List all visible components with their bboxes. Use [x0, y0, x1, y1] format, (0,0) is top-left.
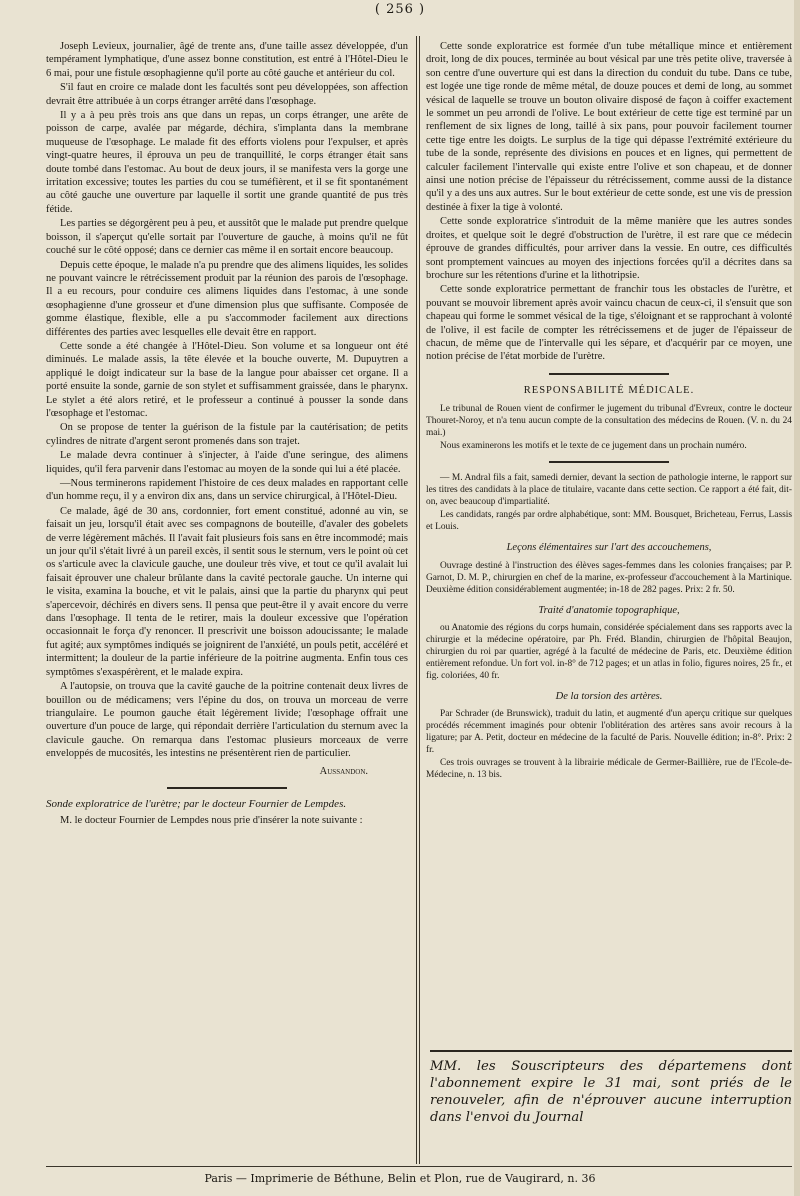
paragraph: On se propose de tenter la guérison de la fistule par la cautérisation; de petits cylindres de nitrate d'argent seront promenés dans son trajet.: [46, 422, 408, 447]
book-description: ou Anatomie des régions du corps humain, considérée spécialement dans ses rapports avec la chirurgie et la médecine opératoire, par Ph. Fréd. Blandin, chirurgien de l'hôpital Beaujon, chirurgien du roi par quartier, agrégé à la faculté de médecine de Paris, etc. Deuxième édition entièrement refondue. Un fort vol. in-8° de 712 pages; et un atlas in folio, figures noires, 25 fr., et fig. coloriées, 40 fr.: [426, 622, 792, 681]
subscriber-notice: MM. les Souscripteurs des départemens dont l'abonnement expire le 31 mai, sont priés de le renouveler, afin de n'éprouver aucune interruption dans l'envoi du Journal: [430, 1050, 792, 1126]
news-item: Nous examinerons les motifs et le texte de ce jugement dans un prochain numéro.: [440, 441, 747, 452]
paragraph: Cette sonde exploratrice est formée d'un tube métallique mince et entièrement droit, long de dix pouces, terminée au bout vésical par une très petite olive, traversée à son centre d'une ouverture qui est dans la direction du conduit du tube. Dans ce tube, est logée une tige ronde de même métal, de douze pouces et demi de long, au sommet vésical de laquelle se trouve un bouton olivaire disposé de façon à coiffer exactement le sommet un peu arrondi de l'olive. Le bout extérieur de cette tige est terminé par un renflement de six lignes de long, taillé à six pans, pour pouvoir facilement tourner cette tige entre les doigts. Le surplus de la tige qui dépasse l'extrémité extérieure du tube de la sonde, représente des divisions en pouces et en lignes, qui permettent de calculer facilement l'intervalle qui existe entre l'olive et son chapeau, et de donner ainsi une notion précise de l'épaisseur du rétrécissement, comme aussi de la distance qu'il y a des uns aux autres. Sur le bout extérieur de cette sonde, est une vis de pression destinée à fixer la tige à volonté.: [426, 41, 792, 213]
paragraph: Cette sonde exploratrice s'introduit de la même manière que les autres sondes droites, et quelque soit le degré d'obstruction de l'urètre, il est rare que ce médecin éprouve de grandes difficultés, pour arriver dans la vessie. En outre, ces difficultés sont promptement vaincues au moyen des injections forcées qu'il a décrites dans sa brochure sur les rétentions d'urine et la lithotripsie.: [426, 216, 792, 281]
paragraph: Cette sonde exploratrice permettant de franchir tous les obstacles de l'urètre, et pouvant se mouvoir librement après avoir vaincu chacun de ceux-ci, il s'ensuit que son chapeau qui forme le sommet vésical de la tige, s'éloignant et se rapprochant à volonté de l'olive, il est facile de compter les rétrécissemens et de juger de l'épaisseur de chacun, de même que de l'intervalle qui les sépare, et d'acquérir par ce moyen, une notion précise de l'état morbide de l'urètre.: [426, 284, 792, 363]
separator-rule: [549, 461, 669, 463]
news-item: Les candidats, rangés par ordre alphabétique, sont: MM. Bousquet, Bricheteau, Ferrus, Lassis et Louis.: [426, 510, 792, 533]
paragraph: —Nous terminerons rapidement l'histoire de ces deux malades en rapportant celle d'un homme reçu, il y a environ dix ans, dans un service chirurgical, à l'Hôtel-Dieu.: [46, 478, 408, 503]
page-number: ( 256 ): [374, 2, 426, 17]
paragraph: Depuis cette époque, le malade n'a pu prendre que des alimens liquides, les solides ne pouvant vaincre le rétrécissement produit par la réunion des parois de l'œsophage. Il a eu recours, pour conduire ces alimens liquides dans l'estomac, à une sonde œsophagienne d'une grosseur et d'une dimension plus que suffisante. Composée de gomme élastique, flexible, elle a pu s'accommoder facilement aux directions différentes des parties avec lesquelles elle devait être en rapport.: [46, 259, 408, 338]
printer-imprint: Paris — Imprimerie de Béthune, Belin et Plon, rue de Vaugirard, n. 36: [204, 1172, 596, 1185]
book-title: De la torsion des artères.: [555, 690, 663, 702]
column-divider-inner: [419, 36, 420, 1164]
book-title: Leçons élémentaires sur l'art des accouchemens,: [506, 542, 712, 554]
page-edge: [794, 0, 800, 1196]
separator-rule: [549, 373, 669, 375]
paragraph: Cette sonde a été changée à l'Hôtel-Dieu. Son volume et sa longueur ont été diminués. Le malade assis, la tête élevée et la bouche ouverte, M. Dupuytren a appliqué le doigt indicateur sur la base de la langue pour abaisser cet organe. Il a porté ensuite la sonde, garnie de son stylet et suffisamment graissée, dans le pharynx. Le stylet a été alors retiré, et le professeur a continué à pousser la sonde dans l'œsophage et l'estomac.: [46, 340, 408, 419]
paragraph: A l'autopsie, on trouva que la cavité gauche de la poitrine contenait deux livres de bouillon ou de médicamens; vers l'épine du dos, on trouva un morceau de verre triangulaire. Le poumon gauche était légèrement livide; l'œsophage offrait une ouverture d'un pouce de large, qui répondait derrière l'articulation du sternum avec la clavicule gauche. On remarqua dans l'estomac plusieurs morceaux de verre enveloppés de mucosités, les intestins ne présentèrent rien de particulier.: [46, 681, 408, 760]
paragraph: Les parties se dégorgèrent peu à peu, et aussitôt que le malade put prendre quelque boisson, il s'aperçut qu'elle sortait par l'ouverture de gauche, à moins qu'il ne fût couché sur le côté opposé; dans ce dernier cas même il en sortait encore beaucoup.: [46, 218, 408, 257]
footer-rule: [46, 1166, 792, 1167]
paragraph: Il y a à peu près trois ans que dans un repas, un corps étranger, une arête de poisson de carpe, avalée par mégarde, déchira, s'implanta dans la membrane muqueuse de l'œsophage. Le malade fit des efforts violens pour l'expulser, et après vingt-quatre heures, il éprouva un peu de tranquillité, le corps étranger était sans doute tombé dans l'estomac. Au bout de deux jours, il se manifesta vers la gorge une irritation excessive; toutes les parties du cou se tuméfièrent, et il se fit spontanément au côté gauche une ouverture par laquelle il sortit une grande quantité de pus très fétide.: [46, 110, 408, 215]
article-title: Sonde exploratrice de l'urètre; par le docteur Fournier de Lempdes.: [46, 797, 347, 810]
separator-rule: [167, 787, 287, 789]
section-title: RESPONSABILITÉ MÉDICALE.: [523, 384, 695, 396]
bookshop-note: Ces trois ouvrages se trouvent à la librairie médicale de Germer-Baillière, rue de l'Ecole-de-Médecine, n. 13 bis.: [426, 758, 792, 781]
left-column: [46, 40, 408, 1140]
paragraph: Joseph Levieux, journalier, âgé de trente ans, d'une taille assez développée, d'un tempérament lymphatique, d'une assez bonne constitution, est entré à l'Hôtel-Dieu le 6 mai, pour une fistule œsophagienne qu'il porte au côté gauche et antérieur du col.: [46, 41, 408, 79]
author-signature: Aussandon.: [319, 765, 368, 777]
right-column: [426, 40, 792, 1140]
news-item: Le tribunal de Rouen vient de confirmer le jugement du tribunal d'Evreux, contre le docteur Thouret-Noroy, et n'a tenu aucun compte de la consultation des médecins de Rouen. (V. n. du 24 mai.): [426, 404, 792, 439]
paragraph: M. le docteur Fournier de Lempdes nous prie d'insérer la note suivante :: [60, 815, 363, 827]
paragraph: S'il faut en croire ce malade dont les facultés sont peu développées, son affection devrait être attribuée à un corps étranger arrêté dans l'œsophage.: [46, 82, 408, 107]
book-description: Par Schrader (de Brunswick), traduit du latin, et augmenté d'un aperçu critique sur quelques procédés récemment imaginés pour obtenir l'oblitération des artères sans avoir recours à la ligature; par A. Petit, docteur en médecine de la faculté de Paris. Nouvelle édition; in-8°. Prix: 2 fr.: [426, 709, 792, 756]
book-title: Traité d'anatomie topographique,: [538, 604, 680, 616]
column-divider: [416, 36, 417, 1164]
book-description: Ouvrage destiné à l'instruction des élèves sages-femmes dans les colonies françaises; par P. Garnot, D. M. P., chirurgien en chef de la marine, ex-professeur d'accouchement à la Martinique. Deuxième édition considérablement augmentée; in-18 de 282 pages. Prix: 2 fr. 50.: [426, 560, 792, 595]
paragraph: Ce malade, âgé de 30 ans, cordonnier, fort ement constitué, adonné au vin, se faisait un jeu, lorsqu'il était avec ses compagnons de bouteille, d'avaler des gobelets de verre légèrement mâchés. Il l'avait fait plusieurs fois sans en être incommodé; mais un jour qu'il s'était livré à un pareil excès, il sentit sous le sternum, vers le point où cet os s'articule avec la clavicule gauche, une douleur très vive, et tout ce qu'il avalait lui faisait éprouver une chaleur brûlante dans la cavité pectorale gauche. Un interne qui le visita, examina la bouche, et vit le palais, ainsi que la partie du pharynx qui peut s'apercevoir, déchirés en divers sens. Il pensa que peut-être il y avait encore du verre dans l'œsophage. Il tenta de le retirer, mais la douleur excessive que l'opération occasionnait le força d'y renoncer. Il prescrivit une boisson adoucissante; le malade fut agité; aux symptômes indiqués se joignirent de l'anxiété, un pouls petit, accéléré et intermittent; la douleur de la partie inférieure de la poitrine augmenta. Enfin tous ces symptômes s'exaspérèrent, et le malade expira.: [46, 505, 408, 678]
news-item: — M. Andral fils a fait, samedi dernier, devant la section de pathologie interne, le rapport sur les titres des candidats à la place de titulaire, vacante dans cette section. Ce rapport a été fait, dit-on, avec beaucoup d'impartialité.: [426, 473, 792, 508]
paragraph: Le malade devra continuer à s'injecter, à l'aide d'une seringue, des alimens liquides, qu'il fera parvenir dans l'estomac au moyen de la sonde qui lui a été placée.: [46, 450, 408, 475]
